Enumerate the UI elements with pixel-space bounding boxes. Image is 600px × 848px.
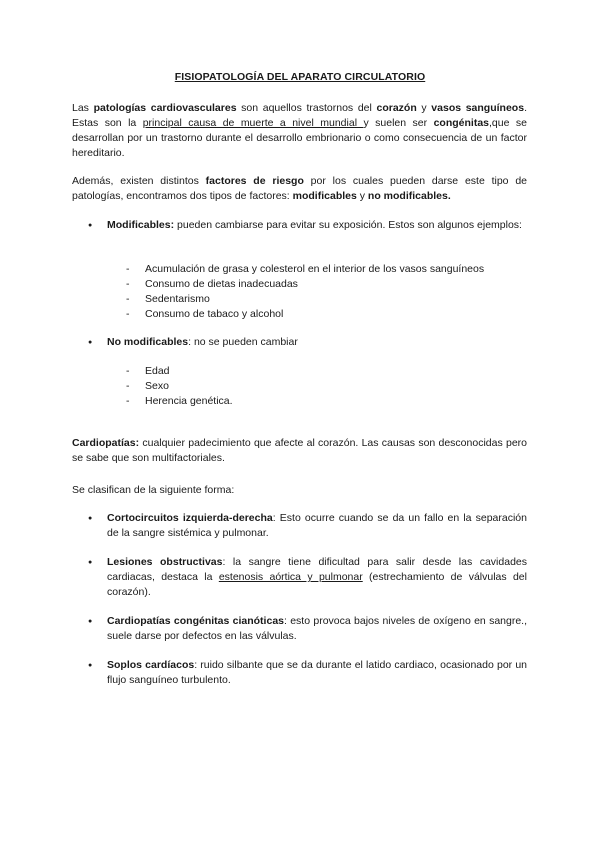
- list-item: [72, 335, 527, 350]
- bold-term: Lesiones obstructivas: [107, 556, 223, 568]
- classification-list: [72, 511, 527, 688]
- list-item: [72, 511, 527, 541]
- bold-term: Cardiopatías:: [72, 437, 140, 449]
- cardiopathies-paragraph: [72, 436, 527, 466]
- non-modifiable-examples-list: [126, 364, 526, 409]
- text-run: . Estas son la: [72, 102, 527, 129]
- list-item: - Sedentarismo: [126, 292, 526, 307]
- list-item: - Herencia genética.: [126, 394, 526, 409]
- bold-term: congénitas: [433, 117, 490, 129]
- text-run: : esto provoca bajos niveles de oxígeno en sangre., suele darse por defectos en las válvulas.: [107, 615, 528, 642]
- list-item: [72, 555, 527, 600]
- text-run: : ruido silbante que se da durante el latido cardiaco, ocasionado por un flujo sanguíneo turbulento.: [107, 659, 527, 686]
- bold-term: corazón: [376, 102, 417, 114]
- modifiable-bullet: [72, 218, 527, 233]
- text-run: y: [416, 102, 432, 114]
- underlined-text: principal causa de muerte a nivel mundial: [142, 117, 364, 129]
- bold-term: no modificables.: [367, 190, 451, 202]
- bold-term: Modificables:: [107, 219, 175, 231]
- bold-term: Soplos cardíacos: [107, 659, 195, 671]
- bold-term: vasos sanguíneos: [431, 102, 525, 114]
- text-run: : Esto ocurre cuando se da un fallo en la separación de la sangre sistémica y pulmonar.: [107, 512, 527, 539]
- text-run: : la sangre tiene dificultad para salir desde las cavidades cardiacas, destaca la: [107, 556, 527, 583]
- list-item: - Edad: [126, 364, 526, 379]
- bold-term: factores de riesgo: [205, 175, 304, 187]
- list-item: [72, 658, 527, 688]
- bold-term: patologías cardiovasculares: [93, 102, 237, 114]
- list-item: - Consumo de tabaco y alcohol: [126, 307, 526, 322]
- text-run: Las: [72, 102, 94, 114]
- modifiable-examples-list: [126, 262, 526, 322]
- bold-term: Cardiopatías congénitas cianóticas: [107, 615, 284, 627]
- text-run: Además, existen distintos: [72, 175, 206, 187]
- bold-term: modificables: [292, 190, 357, 202]
- text-run: : no se pueden cambiar: [188, 336, 298, 348]
- intro-paragraph: [72, 101, 527, 161]
- list-item: [72, 614, 527, 644]
- non-modifiable-bullet: [72, 335, 527, 350]
- list-item: - Sexo: [126, 379, 526, 394]
- underlined-text: estenosis aórtica y pulmonar: [218, 571, 363, 583]
- text-run: por los cuales pueden darse este tipo de patologías, encontramos dos tipos de factores:: [72, 175, 528, 202]
- page-title: FISIOPATOLOGÍA DEL APARATO CIRCULATORIO: [174, 71, 426, 83]
- list-item: - Consumo de dietas inadecuadas: [126, 277, 526, 292]
- text-run: ,que se desarrollan por un trastorno durante el desarrollo embrionario o como consecuencia de un factor hereditario.: [72, 117, 527, 159]
- text-run: y suelen ser: [363, 117, 434, 129]
- text-run: son aquellos trastornos del: [236, 102, 377, 114]
- text-run: cualquier padecimiento que afecte al corazón. Las causas son desconocidas pero se sabe que son multifactoriales.: [72, 437, 527, 464]
- risk-factors-paragraph: [72, 174, 527, 204]
- bold-term: No modificables: [107, 336, 189, 348]
- text-run: (estrechamiento de válvulas del corazón).: [107, 571, 527, 598]
- list-item: - Acumulación de grasa y colesterol en el interior de los vasos sanguíneos: [126, 262, 526, 277]
- bold-term: Cortocircuitos izquierda-derecha: [107, 512, 273, 524]
- classification-intro: Se clasifican de la siguiente forma:: [72, 484, 235, 496]
- text-run: y: [356, 190, 368, 202]
- list-item: [72, 218, 527, 233]
- text-run: pueden cambiarse para evitar su exposición. Estos son algunos ejemplos:: [174, 219, 522, 231]
